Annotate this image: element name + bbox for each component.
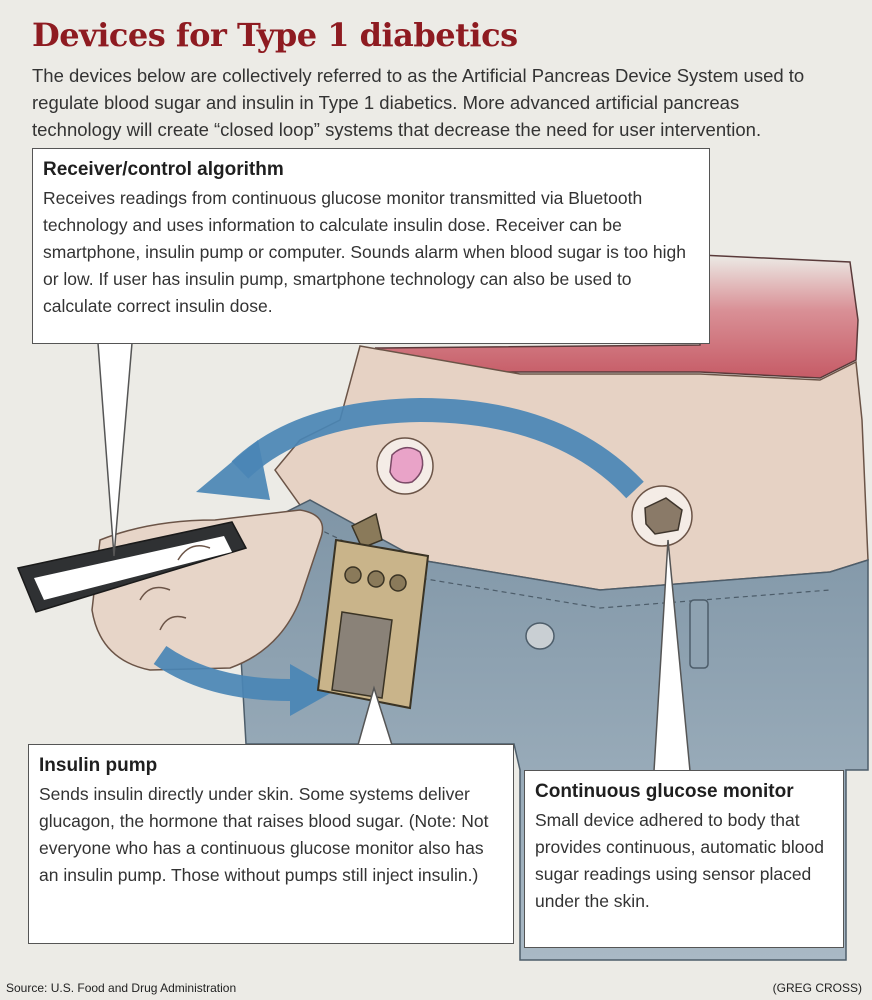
source-credit: Source: U.S. Food and Drug Administration [6, 981, 237, 995]
infusion-site-pad [390, 448, 423, 483]
callout-pump-body: Sends insulin directly under skin. Some systems deliver glucagon, the hormone that raises blood sugar. (Note: Not everyone who has a continuous glucose monitor also has an insulin pump. Those without pumps still inject insulin.) [39, 784, 489, 885]
callout-pump-heading: Insulin pump [39, 755, 158, 776]
callout-cgm-heading: Continuous glucose monitor [535, 781, 794, 802]
artist-credit: (GREG CROSS) [772, 981, 862, 995]
callout-cgm [524, 770, 844, 948]
page-title: Devices for Type 1 diabetics [32, 16, 518, 54]
intro-text: The devices below are collectively referred to as the Artificial Pancreas Device System used to regulate blood sugar and insulin in Type 1 diabetics. More advanced artificial pancreas technology will create “closed loop” systems that decrease the need for user intervention. [32, 65, 805, 140]
callout-receiver-heading: Receiver/control algorithm [43, 159, 284, 180]
receiver-pointer [98, 343, 132, 556]
callout-pump [28, 744, 514, 944]
callout-receiver-body: Receives readings from continuous glucose monitor transmitted via Bluetooth technology and uses information to calculate insulin dose. Receiver can be smartphone, insulin pump or computer. Sounds alarm when blood sugar is too high or low. If user has insulin pump, smartphone technology can also be used to calculate correct insulin dose. [43, 188, 687, 316]
belt-loop [690, 600, 708, 668]
jeans-button [526, 623, 554, 649]
arrow-cgm-to-receiver-head [196, 440, 270, 500]
callout-receiver [32, 148, 710, 344]
callout-cgm-body: Small device adhered to body that provides continuous, automatic blood sugar readings using sensor placed under the skin. [535, 810, 824, 911]
